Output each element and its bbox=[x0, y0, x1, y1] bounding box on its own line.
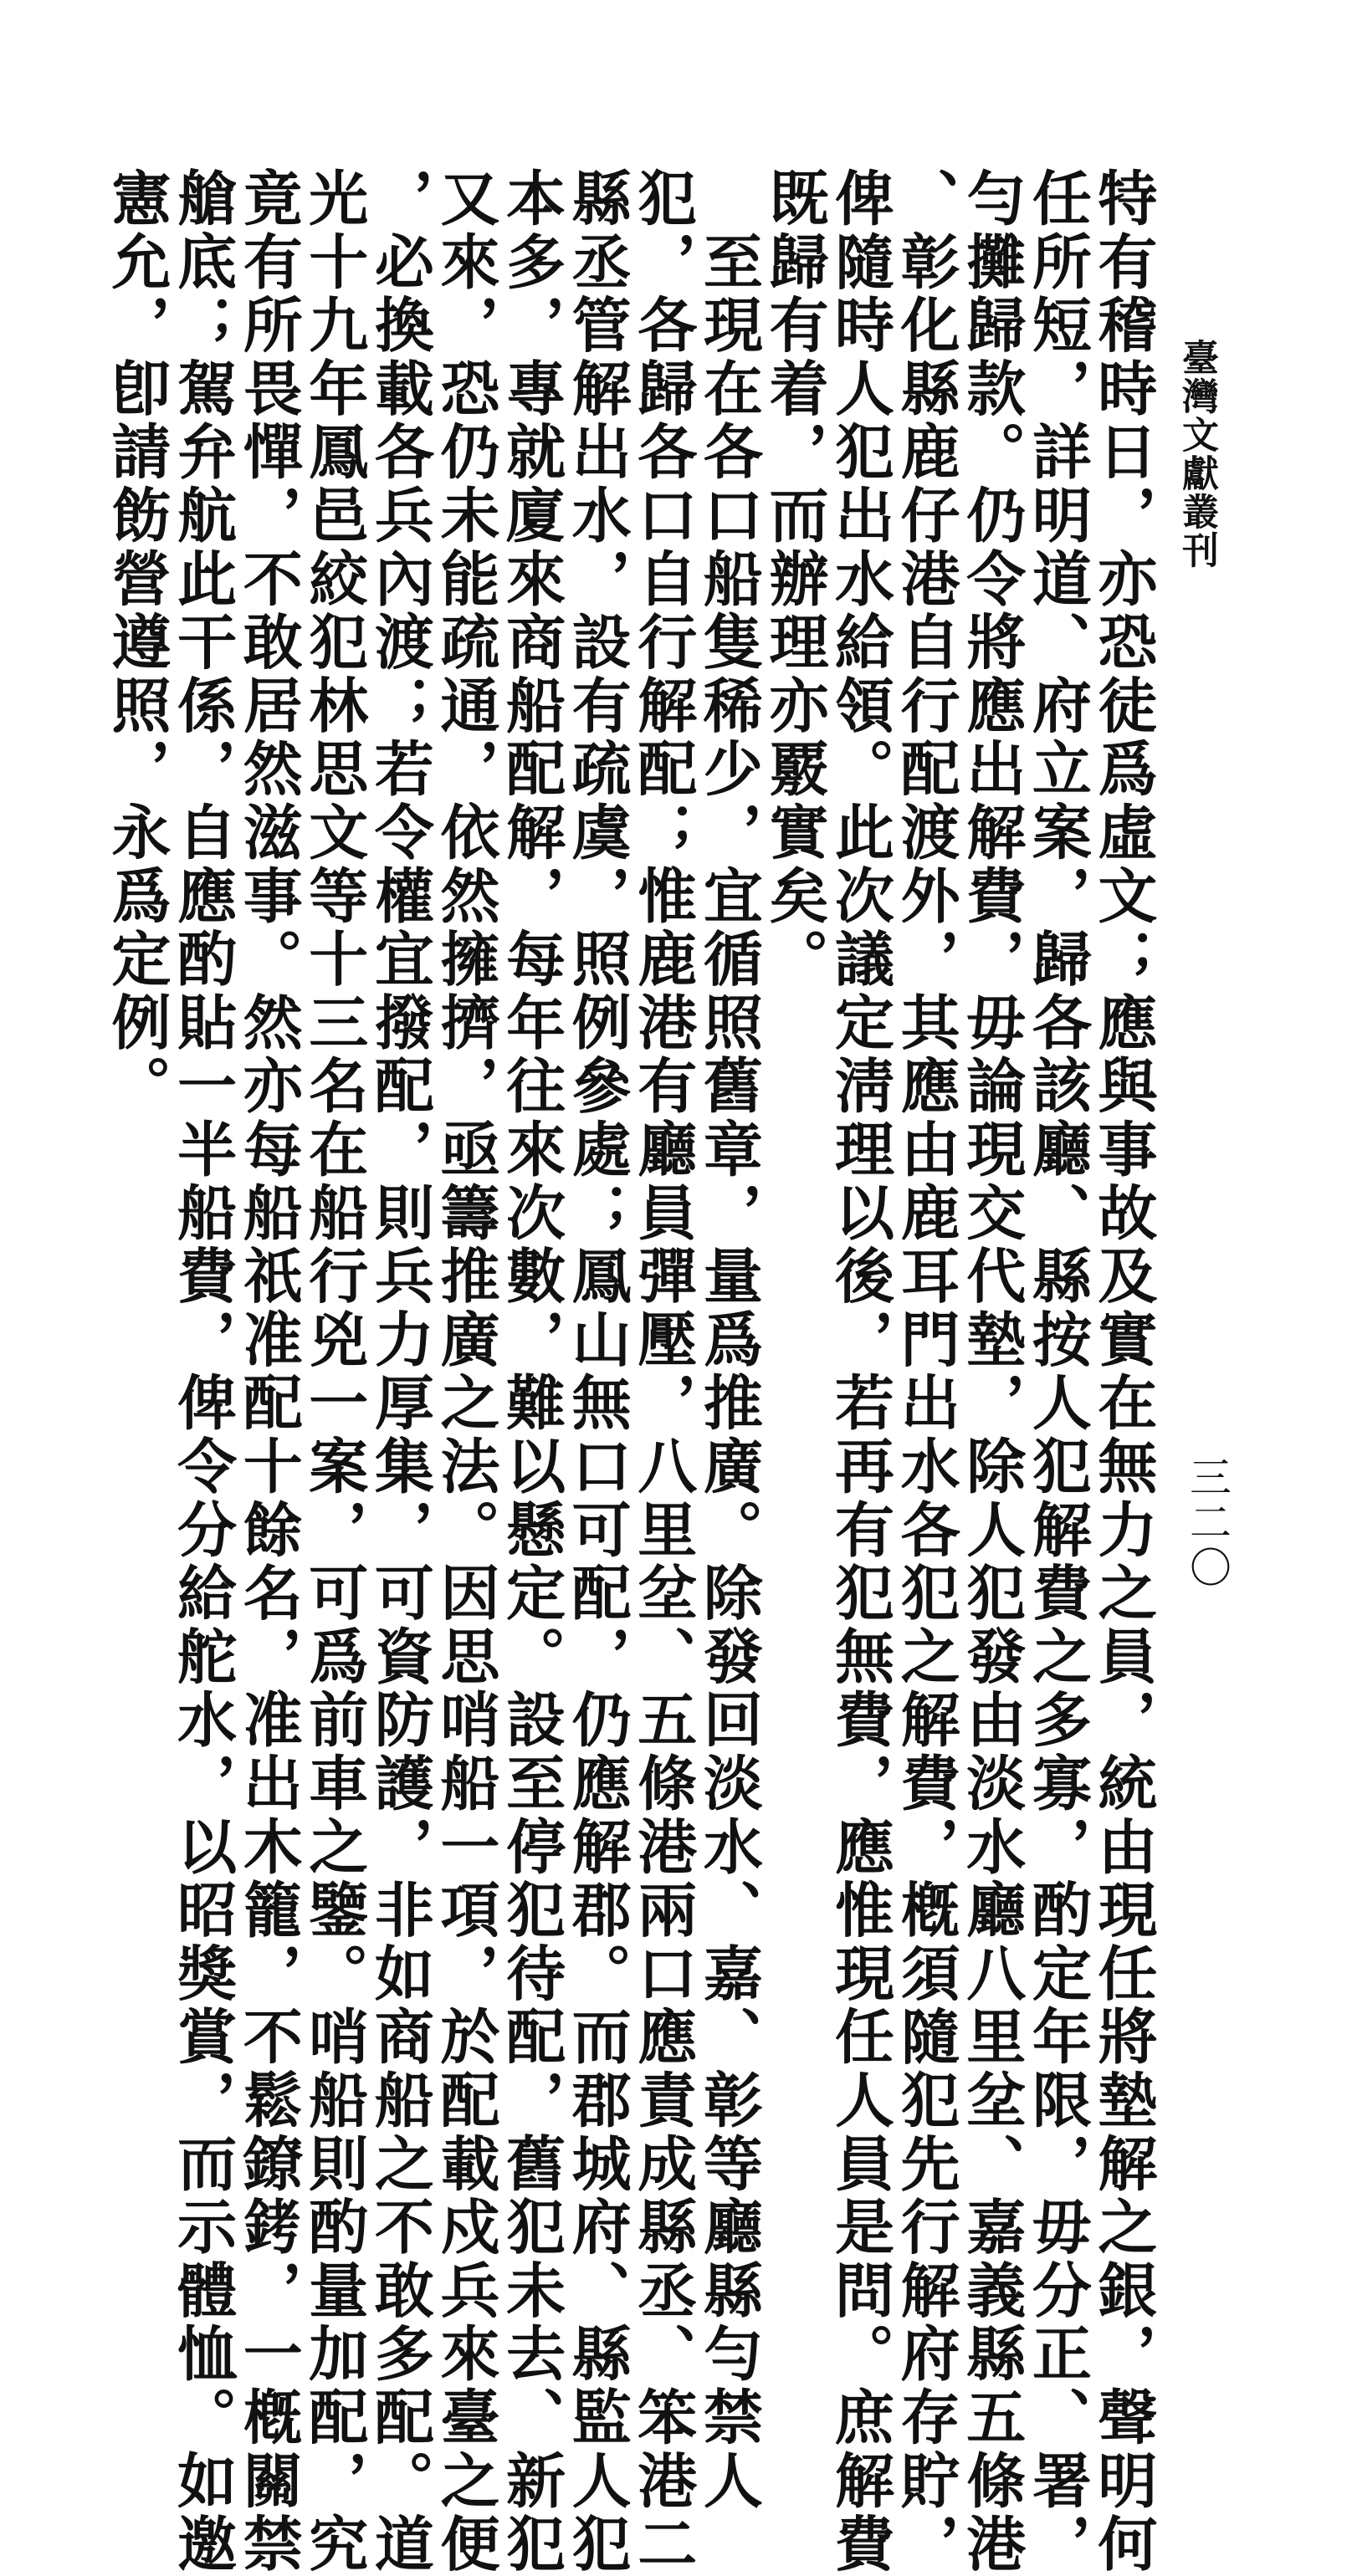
text-column-4: 、彰化縣鹿仔港自行配渡外，其應由鹿耳門出水各犯之解費，槪須隨犯先行解府存貯， bbox=[891, 167, 962, 2576]
text-column-16: 憲允，卽請飭營遵照，永爲定例。 bbox=[102, 167, 172, 1118]
text-column-10: 本多，專就廈來商船配解，每年往來次數，難以懸定。設至停犯待配，舊犯未去、新犯 bbox=[496, 167, 567, 2576]
running-title: 臺灣文獻叢刊 bbox=[1175, 339, 1218, 570]
text-column-15: 艙底；駕弁航此干係，自應酌貼一半船費，俾令分給舵水，以昭獎賞，而示體恤。如邀 bbox=[167, 167, 238, 2576]
text-column-12: ，必換載各兵內渡；若令權宜撥配，則兵力厚集，可資防護，非如商船之不敢多配。道 bbox=[365, 167, 436, 2576]
text-column-11: 又來，恐仍未能疏通，依然擁擠，亟籌推廣之法。因思哨船一項，於配載戍兵來臺之便 bbox=[430, 167, 501, 2576]
text-column-6: 既歸有着，而辦理亦覈實矣。 bbox=[759, 167, 830, 992]
text-column-8: 犯，各歸各口自行解配；惟鹿港有廳員彈壓，八里坌、五條港兩口應責成縣丞、笨港二 bbox=[627, 167, 699, 2576]
text-column-13: 光十九年鳳邑絞犯林思文等十三名在船行兇一案，可爲前車之鑒。哨船則酌量加配，究 bbox=[299, 167, 370, 2576]
text-column-9: 縣丞管解出水，設有疏虞，照例參處；鳳山無口可配，仍應解郡。而郡城府、縣監人犯 bbox=[562, 167, 633, 2576]
text-column-14: 竟有所畏憚，不敢居然滋事。然亦每船祇准配十餘名，准出木籠，不鬆鐐銬，一槪關禁 bbox=[233, 167, 305, 2576]
text-column-2: 任所短，詳明道、府立案，歸各該廳、縣按人犯解費之多寡，酌定年限，毋分正、署， bbox=[1022, 167, 1093, 2576]
text-column-5: 俾隨時人犯出水給領。此次議定淸理以後，若再有犯無費，應惟現任人員是問。庶解費 bbox=[825, 167, 896, 2576]
text-body bbox=[102, 167, 1159, 2576]
text-column-3: 勻攤歸款。仍令將應出解費，毋論現交代墊，除人犯發由淡水廳八里坌、嘉義縣五條港 bbox=[956, 167, 1027, 2576]
page-number: 三二〇 bbox=[1183, 1455, 1232, 1591]
text-column-1: 特有稽時日，亦恐徒爲虛文；應與事故及實在無力之員，統由現任將墊解之銀，聲明何 bbox=[1088, 167, 1159, 2576]
text-column-7: 至現在各口船隻稀少，宜循照舊章，量爲推廣。除發回淡水、嘉、彰等廳縣勻禁人 bbox=[694, 167, 765, 2513]
